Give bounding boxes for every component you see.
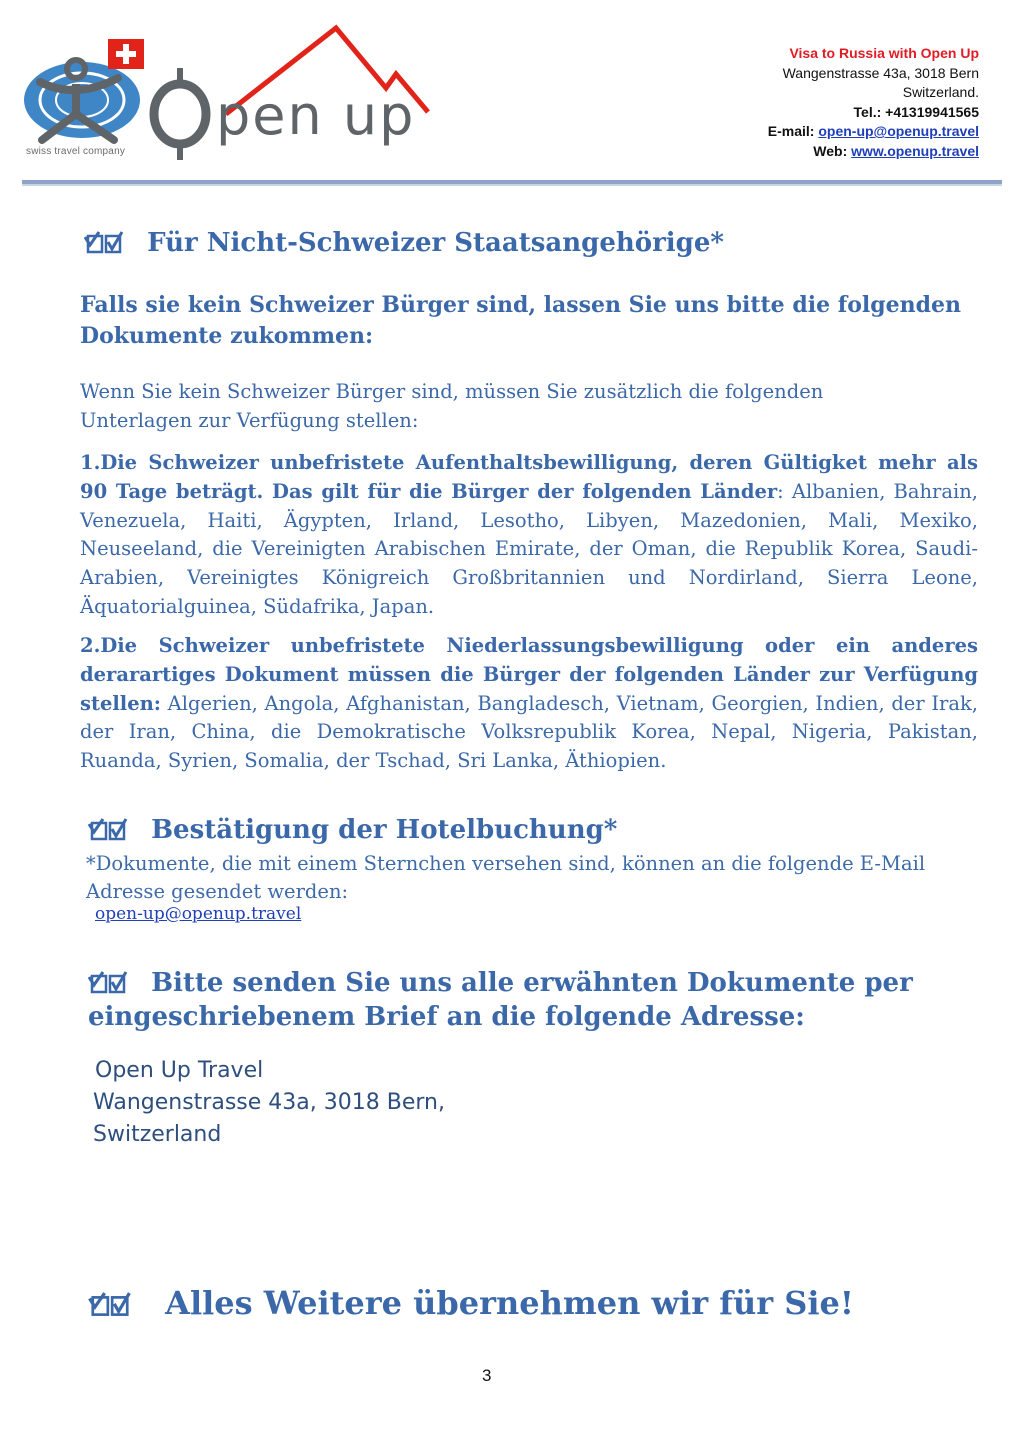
address-line-1: Open Up Travel: [95, 1058, 264, 1083]
item1-countries: Albanien, Bahrain, Venezuela, Haiti, Ägypten, Irland, Lesotho, Libyen, Mazedonien, Mali, Mexiko, Neuseeland, die Vereinigten Arabischen Emirate, der Oman, die Republik Korea, Saudi-Arabien, Vereinigtes Königreich Großbritannien und Nordirland, Sierra Leone, Äquatorialguinea, Südafrika, Japan.: [80, 479, 978, 618]
section2-heading: [88, 815, 617, 845]
web-link[interactable]: www.openup.travel: [851, 142, 979, 159]
checkbox-checked-icon: [88, 818, 128, 844]
header-divider: [22, 180, 1002, 186]
section2-email-link[interactable]: open-up@openup.travel: [95, 904, 302, 924]
contact-block: [768, 44, 979, 161]
email-label: E-mail:: [767, 123, 815, 139]
address-line-2: Wangenstrasse 43a, 3018 Bern,: [93, 1090, 445, 1115]
section1-heading-text: Für Nicht-Schweizer Staatsangehörige*: [147, 228, 725, 258]
contact-title: Visa to Russia with Open Up: [789, 45, 979, 61]
svg-text:pen up: pen up: [216, 84, 416, 147]
section4-heading-text: Alles Weitere übernehmen wir für Sie!: [165, 1284, 854, 1322]
section2-note: *Dokumente, die mit einem Sternchen versehen sind, können an die folgende E-Mail Adresse gesendet werden:: [86, 852, 926, 903]
contact-street: Wangenstrasse 43a, 3018 Bern: [782, 64, 979, 81]
web-label: Web:: [813, 142, 848, 159]
item1-bold-text: 1.Die Schweizer unbefristete Aufenthaltsbewilligung, deren Gültigket mehr als 90 Tage beträgt. Das gilt für die Bürger der folgenden Länder: [80, 451, 978, 503]
tel-value: +41319941565: [885, 103, 979, 120]
contact-tel: [768, 103, 979, 123]
checkbox-checked-icon: [84, 231, 124, 257]
section2-heading-text: Bestätigung der Hotelbuchung*: [151, 815, 618, 845]
requirement-item-1: [80, 449, 978, 622]
requirement-item-2: [80, 632, 978, 776]
postal-address: [93, 1055, 445, 1151]
logo-tagline: swiss travel company: [26, 146, 126, 157]
checkbox-checked-icon: [88, 1292, 132, 1320]
section3-heading: [88, 966, 988, 1034]
section1-subheading: Falls sie kein Schweizer Bürger sind, lassen Sie uns bitte die folgenden Dokumente zukommen:: [80, 292, 961, 349]
email-link[interactable]: open-up@openup.travel: [818, 123, 979, 139]
section4-heading: [88, 1284, 854, 1322]
item1-colon: :: [777, 479, 784, 503]
contact-email: [768, 122, 979, 142]
section3-heading-text: Bitte senden Sie uns alle erwähnten Dokumente per eingeschriebenem Brief an die folgende Adresse:: [88, 968, 913, 1032]
item2-bold-text: 2.Die Schweizer unbefristete Niederlassungsbewilligung oder ein anderes derarartiges Dokument müssen die Bürger der folgenden Länder zur Verfügung stellen:: [80, 634, 978, 715]
checkbox-checked-icon: [88, 971, 128, 997]
contact-web: [768, 142, 979, 162]
page-number: 3: [482, 1366, 492, 1385]
section1-heading: [84, 228, 724, 258]
section1-intro: Wenn Sie kein Schweizer Bürger sind, müssen Sie zusätzlich die folgenden Unterlagen zur Verfügung stellen:: [80, 380, 824, 432]
item2-countries: Algerien, Angola, Afghanistan, Bangladesch, Vietnam, Georgien, Indien, der Irak, der Iran, China, die Demokratische Volksrepublik Korea, Nepal, Nigeria, Pakistan, Ruanda, Syrien, Somalia, der Tschad, Sri Lanka, Äthiopien.: [80, 691, 978, 773]
address-line-3: Switzerland: [93, 1122, 222, 1147]
tel-label: Tel.:: [853, 103, 882, 120]
contact-country: Switzerland.: [902, 84, 979, 100]
